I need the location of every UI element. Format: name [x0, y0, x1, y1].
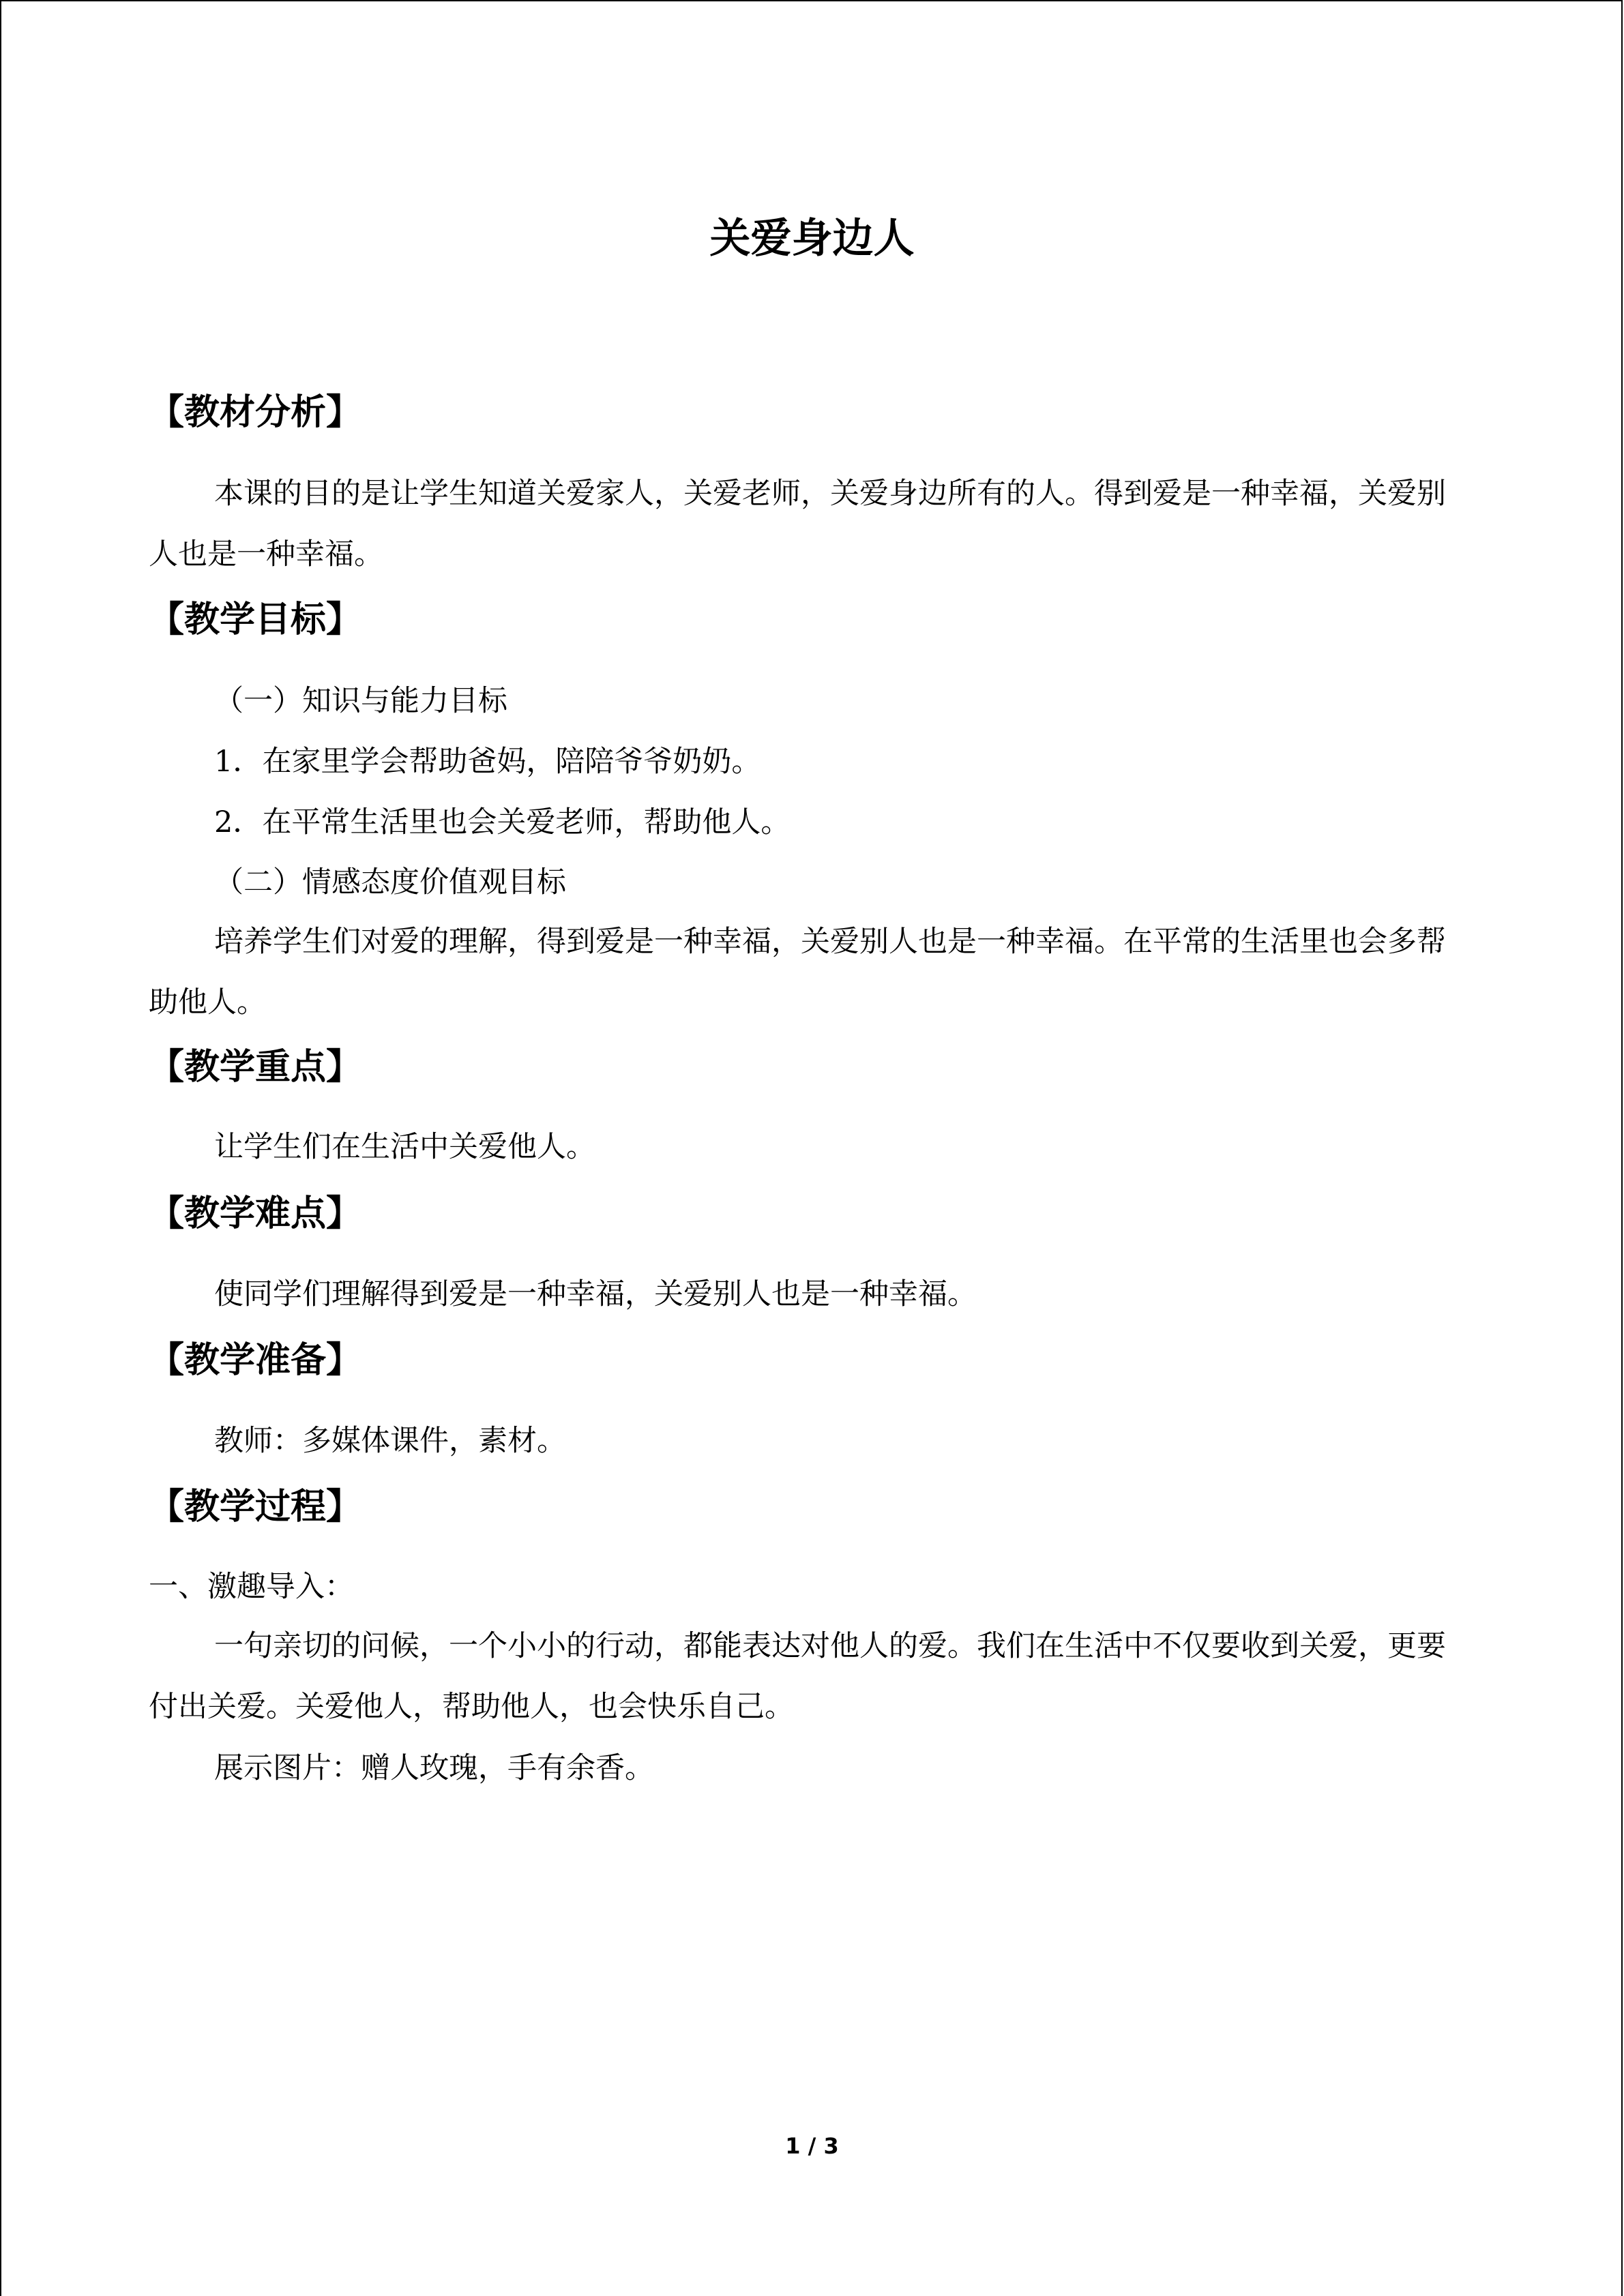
goals-item-1: 1．在家里学会帮助爸妈，陪陪爷爷奶奶。	[214, 745, 761, 779]
heading-goals: 【教学目标】	[149, 599, 362, 640]
heading-analysis: 【教材分析】	[149, 392, 362, 433]
heading-difficulty: 【教学难点】	[149, 1193, 362, 1234]
heading-process: 【教学过程】	[149, 1487, 362, 1527]
key-point-text: 让学生们在生活中关爱他人。	[214, 1130, 595, 1164]
goals-emotion-text: 培养学生们对爱的理解，得到爱是一种幸福，关爱别人也是一种幸福。在平常的生活里也会多帮助他人。	[149, 925, 1446, 1019]
document-title: 关爱身边人	[709, 215, 915, 263]
heading-key-point: 【教学重点】	[149, 1047, 362, 1088]
analysis-text: 本课的目的是让学生知道关爱家人，关爱老师，关爱身边所有的人。得到爱是一种幸福，关爱别人也是一种幸福。	[149, 477, 1446, 571]
process-step-1: 一、激趣导入：	[149, 1570, 354, 1604]
preparation-text: 教师：多媒体课件，素材。	[214, 1424, 566, 1458]
difficulty-text: 使同学们理解得到爱是一种幸福，关爱别人也是一种幸福。	[214, 1277, 977, 1311]
page-number: 1 / 3	[785, 2133, 839, 2159]
heading-preparation: 【教学准备】	[149, 1340, 362, 1381]
process-intro-text: 一句亲切的问候，一个小小的行动，都能表达对他人的爱。我们在生活中不仅要收到关爱，更要付出关爱。关爱他人，帮助他人，也会快乐自己。	[149, 1629, 1446, 1724]
goals-subheading-emotion: （二）情感态度价值观目标	[214, 865, 566, 899]
goals-item-2: 2．在平常生活里也会关爱老师，帮助他人。	[214, 805, 791, 839]
process-show-text: 展示图片：赠人玫瑰，手有余香。	[214, 1751, 654, 1785]
goals-subheading-knowledge: （一）知识与能力目标	[214, 684, 507, 718]
